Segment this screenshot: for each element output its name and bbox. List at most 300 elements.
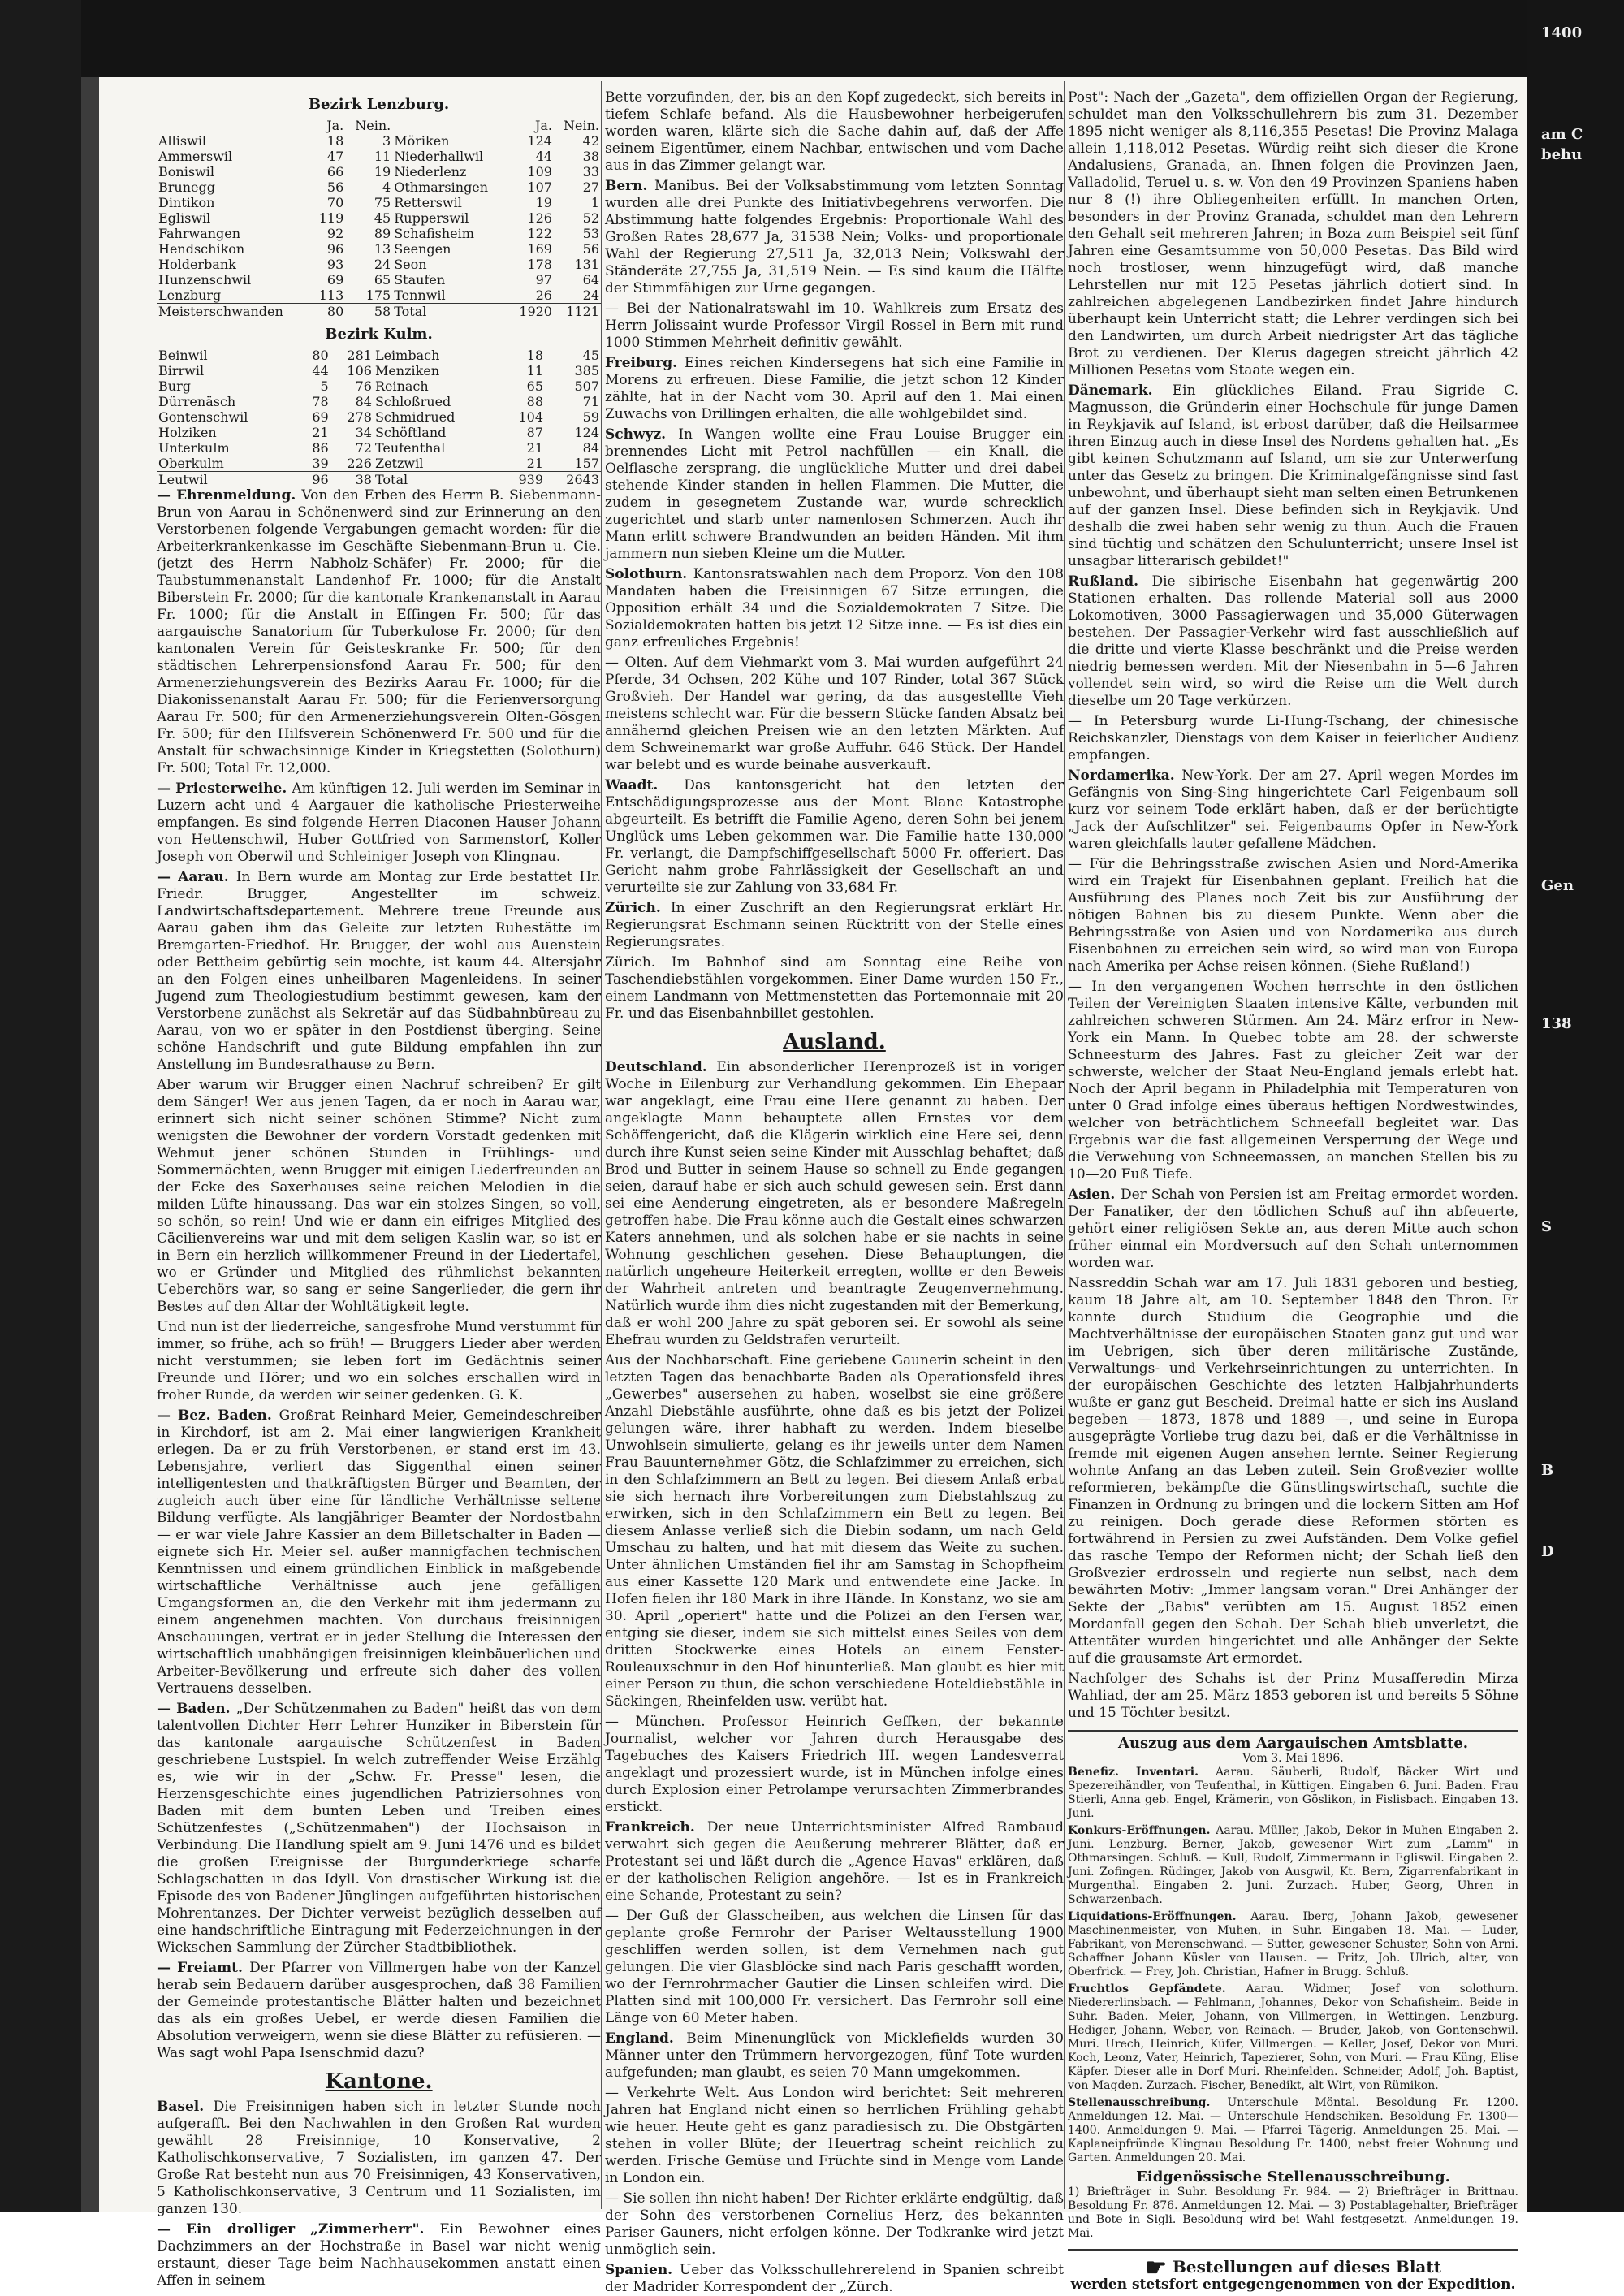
article-lead: Bern. [605, 178, 654, 194]
vote-count: 939 [502, 472, 545, 488]
news-article [157, 780, 601, 866]
vote-count: 97 [535, 272, 552, 288]
municipality-name: Egliswil [158, 210, 211, 226]
municipality-name: Hendschikon [158, 241, 245, 257]
vote-count: 13 [374, 241, 391, 257]
article-lead: — Ehrenmeldung. [157, 487, 302, 504]
vote-row [157, 149, 601, 164]
vote-count: 157 [574, 456, 599, 471]
vote-count: 131 [574, 257, 599, 272]
vote-count: 226 [347, 456, 372, 471]
article-text: Aus der Nachbarschaft. Eine geriebene Gaunerin scheint in den letzten Tagen das benachbarte Baden als Operationsfeld ihres „Gewerbes" ausersehen zu haben, woselbst sie eine größere Anzahl Diebstähle ausführte, ohne daß es bis jetzt der Polizei gelungen wäre, ihrer habhaft zu werden. Indem bieselbe Unwohlsein simulierte, gelang es ihr jeweils unter dem Namen Frau Bauunternehmer Götz, die Schlafzimmer zu erreichen, sich in den Schlafzimmern an Bett zu legen. Bei diesem Anlaß erbat sie sich hernach ihre Vorbereitungen zum Diebstahlszug zu erwirken, sich in den Schlafzimmern ein Bett zu legen. Bei diesem Anlasse verließ sich die Diebin sodann, um nach Geld Umschau zu halten, und hat mit diesem das Weite zu suchen. Unter ähnlichen Umständen fiel ihr am Samstag in Schopfheim aus einer Kassette 120 Mark und entwendete eine Jacke. In Hofen fielen ihr 180 Mark in ihre Hände. In Konstanz, wo sie am 30. April „operiert" hatte und die Polizei an den Fersen war, entging sie dieser, indem sie sich mittelst eines Seiles von dem dritten Stockwerke eines Hotels an einem Fenster-Rouleauxschnur in den Hof hinunterließ. Man glaubt es hier mit einer Person zu thun, die schon verschiedene Hoteldiebstähle in Säckingen, Rheinfelden usw. verübt hat. [605, 1352, 1064, 1710]
municipality-name: Lenzburg [158, 288, 222, 303]
article-text: — Der Guß der Glasscheiben, aus welchen die Linsen für das geplante große Fernrohr der Pariser Weltausstellung 1900 geschliffen werden sollen, ist dem Vernehmen nach gut gelungen. Die vier Glasblöcke sind nach Paris geschafft worden, wo der Fernrohrmacher Gautier die Linsen schleifen wird. Die Platten sind mit 100,000 Fr. versichert. Das Fernrohr soll eine Länge von 60 Meter haben. [605, 1908, 1064, 2026]
vote-count: 44 [535, 149, 552, 164]
vote-count: 24 [374, 257, 391, 272]
vote-count: 78 [312, 394, 329, 409]
column-header: Ja. [534, 118, 552, 133]
vote-row [157, 472, 601, 488]
vote-count: 45 [582, 348, 599, 363]
vote-count: 39 [312, 456, 329, 471]
article-text: „Der Schützenmahen zu Baden" heißt das von dem talentvollen Dichter Herr Lehrer Hunziker in Biberstein für das kantonale aargauische Schützenfest in Baden geschriebene Lustspiel. In welch zutreffender Weise Erzählg es, wie wir in der „Schw. Fr. Presse" lesen, die Herzensgeschichte eines jugendlichen Patriziersohnes von Baden mit dem bunten Leben und Treiben eines Schützenfestes („Schützenmahen") der Hochsaison in Verbindung. Die Handlung spielt am 9. Juni 1476 und es bildet die großen Ereignisse der Burgunderkriege scharfe Schlagschatten in das Idyll. Von drastischer Wirkung ist die Episode des von Badener Jünglingen aufgeführten historischen Mohrentanzes. Der Dichter verweist bezüglich desselben auf eine handschriftliche Eintragung mit Federzeichnungen in der Wickschen Sammlung der Zürcher Stadtbibliothek. [157, 1701, 602, 1956]
adjacent-page-fragment: 1400 [1541, 24, 1583, 41]
article-text: Aarau. Müller, Jakob, Dekor in Muhen Eingaben 2. Juni. Lenzburg. Berner, Jakob, gewesener Wirt zum „Lamm" in Othmarsingen. Schluß. — Kull, Rudolf, Zimmermann in Egliswil. Eingaben 2. Juni. Zofingen. Rüdinger, Jakob von Ausgwil, Kt. Bern, Zigarrenfabrikant in Murgenthal. Eingaben 2. Juni. Zurzach. Huber, Georg, Uhren in Schwarzenbach. [1068, 1824, 1518, 1906]
vote-row [157, 304, 601, 320]
vote-count: 19 [535, 195, 552, 210]
news-article [1068, 1275, 1518, 1667]
kantone-articles [157, 2099, 601, 2290]
news-article [605, 301, 1064, 352]
vote-table-kulm [157, 348, 601, 487]
article-text: Der neue Unterrichtsminister Alfred Rambaud verwahrt sich gegen die Aeußerung mehrerer Blätter, daß er Protestant sei und läßt durch die „Agence Havas" erklären, daß er der katholischen Religion angehöre. — Ist es in Frankreich eine Schande, Protestant zu sein? [605, 1819, 1064, 1904]
news-article [157, 1960, 601, 2062]
article-text: Kantonsratswahlen nach dem Proporz. Von den 108 Mandaten haben die Freisinnigen 67 Sitze errungen, die Opposition erhält 34 und die Sozialdemokraten 7 Sitze. Die Sozialdemokraten hatten bis jetzt 12 Sitze inne. — Es ist dies ein ganz erfreuliches Ergebnis! [605, 566, 1065, 651]
news-article [1068, 1187, 1518, 1272]
article-text: — Sie sollen ihn nicht haben! Der Richter erklärte endgültig, daß der Sohn des verstorbenen Cornelius Herz, des bekannten Pariser Gauners, nicht erfolgen könne. Der Todkranke wird jetzt unmöglich sein. [605, 2190, 1064, 2258]
vote-count: 109 [527, 164, 552, 179]
vote-count: 84 [355, 394, 372, 409]
news-article [605, 1352, 1064, 1710]
municipality-name: Dintikon [158, 195, 215, 210]
vote-count: 4 [382, 179, 391, 195]
news-article [157, 1407, 601, 1697]
municipality-name: Beinwil [158, 348, 208, 363]
article-text: Ein absonderlicher Herenprozeß ist in voriger Woche in Eilenburg zur Verhandlung gekommen. Ein Ehepaar war angeklagt, eine Frau eine Here genannt zu haben. Der angeklagte Mann behauptete allen Ernstes vor dem Schöffengericht, daß die Klägerin wirklich eine Here sei, denn durch ihre Kunst seien seine Kinder mit Ausschlag behaftet; daß Brod und Butter in seinem Hause so schnell zu Ende gegangen seien, darauf habe er sich auch schuld gewesen sein. Erst dann sei eine Aenderung eingetreten, als er besondere Maßregeln getroffen habe. Die Frau könne auch die Gestalt eines schwarzen Katers annehmen, und als solchen habe er sie nachts in seine Wohnung geschlichen gesehen. Diese Behauptungen, die natürlich ungeheure Heiterkeit erregten, wollte er den Beweis der Wahrheit antreten und beantragte Zeugenvernehmung. Natürlich wurde ihm dies nicht zugestanden mit der Bemerkung, daß er wohl 200 Jahre zu spät geboren sei. Er sowohl als seine Ehefrau wurden zu Geldstrafen verurteilt. [605, 1059, 1065, 1348]
news-article [605, 2190, 1064, 2259]
article-lead: Freiburg. [605, 355, 685, 371]
column-1-articles [157, 487, 601, 2062]
news-article [605, 89, 1064, 175]
amtsblatt-entry [1068, 1824, 1518, 1907]
article-text: New-York. Der am 27. April wegen Mordes im Gefängnis von Sing-Sing hingerichtete Carl Feigenbaum soll kurz vor seinem Tode erklärt haben, daß er der berüchtigte „Jack der Aufschlitzer" sei. Feigenbaums Opfer in New-York waren gleichfalls lauter gefallene Mädchen. [1068, 767, 1518, 852]
vote-count: 1121 [554, 304, 601, 320]
municipality-name: Menziken [374, 363, 440, 378]
news-article [157, 1319, 601, 1404]
amtsblatt-entries [1068, 1766, 1518, 2165]
vote-count: 53 [582, 226, 599, 241]
municipality-name: Tennwil [394, 288, 446, 303]
news-article [157, 1077, 601, 1316]
vote-count: 88 [526, 394, 544, 409]
article-text: In Wangen wollte eine Frau Louise Brugger ein brennendes Licht mit Petrol nachfüllen — ein Knall, die Oelflasche zersprang, die unglückliche Mutter und drei dabei stehende Kinder standen in hellen Flammen. Die Mutter, die zudem in gesegnetem Zustande war, wurde schrecklich zugerichtet und starb unter namenlosen Schmerzen. Auch ihr Mann erlitt schwere Brandwunden an beiden Händen. Mit ihm jammern nun sieben Kleine um die Mutter. [605, 426, 1064, 562]
pointing-hand-icon: ☛ [1145, 2254, 1168, 2282]
municipality-name: Holziken [158, 425, 217, 440]
vote-count: 42 [582, 133, 599, 149]
vote-count: 38 [330, 472, 374, 488]
vote-row [157, 257, 601, 272]
vote-row [157, 348, 601, 363]
news-article [1068, 1671, 1518, 1722]
amtsblatt-entry [1068, 2096, 1518, 2165]
article-lead: Stellenausschreibung. [1068, 2096, 1228, 2109]
article-lead: Fruchtlos Gepfändete. [1068, 1983, 1246, 1995]
vote-row [157, 409, 601, 425]
article-text: — Olten. Auf dem Viehmarkt vom 3. Mai wurden aufgeführt 24 Pferde, 34 Ochsen, 202 Kühe und 107 Rinder, total 367 Stück Großvieh. Der Handel war gering, da das ausgestellte Vieh meistens schlecht war. Für die bessern Stücke fanden Absatz bei annähernd gleichen Preisen wie an den letzten Märkten. Auf dem Schweinemarkt war große Auffuhr. 646 Stück. Der Handel war belebt und es wurde beinahe ausverkauft. [605, 655, 1064, 773]
article-text: Die Freisinnigen haben sich in letzter Stunde noch aufgerafft. Bei den Nachwahlen in den Großen Rat wurden gewählt 28 Freisinnige, 10 Konservative, 2 Katholischkonservative, 7 Sozialisten, im ganzen 47. Der Große Rat besteht nun aus 70 Freisinnigen, 43 Konservativen, 5 Katholischkonservative, 3 Centrum und 11 Sozialisten, im ganzen 130. [157, 2099, 601, 2217]
article-lead: Basel. [157, 2099, 214, 2115]
article-lead: Deutschland. [605, 1059, 717, 1075]
municipality-name: Dürrenäsch [158, 394, 236, 409]
article-text: Die sibirische Eisenbahn hat gegenwärtig 200 Stationen erhalten. Das rollende Material soll aus 2000 Lokomotiven, 3000 Passagierwagen und 35,000 Güterwagen bestehen. Der Passagier-Verkehr wird fast ausschließlich auf die dritte und vierte Klasse beschränkt und die Preise werden niedrig bemessen werden. Mit der Niesenbahn in 5—6 Jahren vollendet sein wird, so wird die Reise um die Welt durch dieselbe um 20 Tage verkürzen. [1068, 573, 1518, 709]
vote-row [157, 241, 601, 257]
municipality-name: Seengen [394, 241, 451, 257]
municipality-name: Alliswil [158, 133, 207, 149]
municipality-name: Birrwil [158, 363, 205, 378]
article-text: Ein glückliches Eiland. Frau Sigride C. Magnusson, die Gründerin einer Hochschule für junge Damen in Reykjavik auf Island, ist erbost darüber, daß die Heilsarmee ihren Einzug auch in diese Insel des Nordens gehalten hat. „Es gibt keinen Schutzmann auf Island, um sie zur Unterwerfung unter das Gesetz zu bringen. Die Kriminalgefängnisse sind fast unbewohnt, und überhaupt sieht man selten einen Betrunkenen auf der ganzen Insel. Diese befinden sich in Reykjavik. Und deshalb die zwei haben sehr wenig zu thun. Auch die Frauen sind tüchtig und schätzen den Schulunterricht; unsere Insel ist unsagbar litterarisch gebildet!" [1068, 383, 1518, 569]
news-article [605, 178, 1064, 297]
column-3-articles [1068, 89, 1518, 1722]
article-text: Beim Minenunglück von Micklefields wurden 30 Männer unter den Trümmern hervorgezogen, fünf Tote wurden aufgefunden; man glaubt, es seien 70 Mann umgekommen. [605, 2030, 1065, 2081]
vote-count: 96 [300, 472, 330, 488]
vote-count: 124 [574, 425, 599, 440]
news-article [605, 1059, 1064, 1349]
vote-count: 113 [318, 288, 344, 303]
vote-count: 92 [326, 226, 344, 241]
municipality-name: Schloßrued [374, 394, 451, 409]
article-lead: England. [605, 2030, 687, 2047]
article-lead: — Bez. Baden. [157, 1407, 279, 1424]
article-lead: Rußland. [1068, 573, 1152, 590]
municipality-name: Niederlenz [394, 164, 467, 179]
adjacent-page-fragment: behu [1541, 146, 1583, 163]
vote-row [157, 133, 601, 149]
article-text: Aarau. Iberg, Johann Jakob, gewesener Maschinenmeister, von Muhen, in Suhr. Eingaben 18. Mai. — Luder, Fabrikant, von Merenschwand. — Sutter, gewesener Schuster, Sohn von Arni. Schaffner Johann Küsler von Hausen. — Fritz, Joh. Ulrich, alter, von Oberfrick. — Frey, Joh. Christian, Hafner in Brugg. Schluß. [1068, 1910, 1518, 1978]
municipality-name: Leimbach [374, 348, 440, 363]
eidg-title: Eidgenössische Stellenausschreibung. [1136, 2168, 1450, 2186]
adjacent-page-fragment: S [1541, 1218, 1552, 1235]
news-article [1068, 713, 1518, 764]
vote-row [157, 378, 601, 394]
vote-table-lenzburg [157, 118, 601, 319]
adjacent-page-fragment: Gen [1541, 877, 1574, 894]
municipality-name: Reinach [374, 378, 429, 394]
vote-count: 122 [527, 226, 552, 241]
vote-count: 64 [582, 272, 599, 288]
municipality-name: Gontenschwil [158, 409, 248, 425]
vote-count: 2643 [545, 472, 601, 488]
column-rule-1 [601, 81, 602, 2209]
adjacent-page-fragment: 138 [1541, 1015, 1572, 1032]
article-text: In einer Zuschrift an den Regierungsrat erklärt Hr. Regierungsrat Eschmann seinen Rücktritt von der Stelle eines Regierungsrates. [605, 900, 1065, 950]
column-2-articles [605, 89, 1064, 1023]
column-header: Ja. [326, 118, 344, 133]
article-lead: — Ein drolliger „Zimmerherr". [157, 2221, 440, 2238]
vote-count: 11 [374, 149, 391, 164]
municipality-name: Meisterschwanden [157, 304, 312, 320]
municipality-name: Teufenthal [374, 440, 446, 456]
article-text: Post": Nach der „Gazeta", dem offiziellen Organ der Regierung, schuldet man den Volksschullehrern bis zum 31. Dezember 1895 nicht weniger als 8,116,355 Pesetas! Die Provinz Malaga allein 1,118,012 Pesetas. Würdig reiht sich dieser die Krone Andalusiens, Granada, an. Ihnen folgen die Provinzen Jaen, Valladolid, Teruel u. s. w. Von den 49 Provinzen Spaniens haben nur 8 (!) ihre Obliegenheiten erfüllt. In manchen Orten, besonders in der Provinz Granada, schuldet man den Lehrern den Gehalt seit mehreren Jahren; in Boza zum Beispiel seit fünf Jahren eine Gesamtsumme von 50,000 Pesetas. Das Bild wird noch trostloser, wenn hinzugefügt wird, daß manche Lehrstellen nur mit 125 Pesetas jährlich dotiert sind. In zahlreichen abgelegenen Landbezirken findet Jahre hindurch überhaupt kein Unterricht statt; die Lehrer verdingen sich bei den Landwirten, um durch Arbeit niedrigster Art das tägliche Brot zu verdienen. Der Klerus dagegen streicht jährlich 42 Millionen Pesetas vom Staate wegen ein. [1068, 89, 1518, 378]
news-article [605, 900, 1064, 951]
vote-count: 96 [326, 241, 344, 257]
municipality-name: Boniswil [158, 164, 214, 179]
article-text: Aarau. Säuberli, Rudolf, Bäcker Wirt und Spezereihändler, von Teufenthal, in Küttigen. Eingaben 6. Juni. Baden. Frau Stierli, Anna geb. Engel, Krämerin, von Göslikon, in Fislisbach. Eingaben 13. Juni. [1068, 1766, 1518, 1820]
article-lead: Schwyz. [605, 426, 679, 443]
news-article [605, 954, 1064, 1023]
vote-count: 44 [312, 363, 329, 378]
municipality-name: Total [392, 304, 510, 320]
column-1 [157, 89, 602, 2289]
amtsblatt-box [1068, 1730, 1518, 2251]
news-article [605, 655, 1064, 774]
vote-row [157, 164, 601, 179]
subscription-notice [1068, 2254, 1518, 2282]
news-article [605, 1819, 1064, 1905]
vote-row [157, 394, 601, 409]
article-lead: Frankreich. [605, 1819, 707, 1836]
municipality-name: Total [374, 472, 502, 488]
article-lead: Waadt. [605, 777, 685, 793]
vote-row [157, 456, 601, 472]
municipality-name: Oberkulm [158, 456, 224, 471]
article-lead: Spanien. [605, 2262, 680, 2278]
article-text: In Bern wurde am Montag zur Erde bestattet Hr. Friedr. Brugger, Angestellter im schweiz. Landwirtschaftsdepartement. Mehrere treue Freunde aus Aarau gaben ihm das Geleite zur letzten Ruhestätte im Bremgarten-Friedhof. Hr. Brugger, der wohl aus Auenstein oder Bettheim gebürtig sein mochte, ist kaum 44. Altersjahr an den Folgen eines unheilbaren Magenleidens. In seiner Jugend zum Theologiestudium bestimmt gewesen, kam der Verstorbene zunächst als Sekretär auf das Südbahnbüreau zu Aarau, von wo er später in den Postdienst überging. Seine schöne Handschrift und gute Bildung empfahlen ihn zur Anstellung im Bundesrathause zu Bern. [157, 869, 601, 1073]
municipality-name: Ammerswil [158, 149, 233, 164]
municipality-name: Fahrwangen [158, 226, 241, 241]
column-header [157, 118, 312, 133]
article-text: Der Schah von Persien ist am Freitag ermordet worden. Der Fanatiker, der den tödlichen Schuß auf ihn abfeuerte, gehört einer religiösen Sekte an, aus deren Mitte auch schon früher einmal ein Mordversuch auf den Schah unternommen worden war. [1068, 1187, 1519, 1271]
article-text: Zürich. Im Bahnhof sind am Sonntag eine Reihe von Taschendiebstählen vorgekommen. Einer Dame wurden 150 Fr., einem Landmann von Mettmenstetten das Portemonnaie mit 20 Fr. und das Eisenbahnbillet gestohlen. [605, 954, 1064, 1022]
vote-row [157, 272, 601, 288]
vote-row [157, 226, 601, 241]
article-text: Manibus. Bei der Volksabstimmung vom letzten Sonntag wurden alle drei Punkte des Initiativbegehrens verworfen. Die Abstimmung hatte folgendes Ergebnis: Proportionale Wahl des Großen Rates 28,677 Ja, 31538 Nein; Volks- und proportionale Wahl der Regierung 27,511 Ja, 32,013 Nein; Volkswahl der Ständeräte 27,755 Ja, 31,519 Nein. — Es sind kaum die Hälfte der Stimmfähigen zur Urne gegangen. [605, 178, 1064, 296]
vote-count: 21 [526, 440, 544, 456]
vote-row [157, 195, 601, 210]
article-text: Ein Bewohner eines Dachzimmers an der Hochstraße in Basel war nicht wenig erstaunt, dieser Tage beim Nachhausekommen anstatt einen Affen in seinem [157, 2221, 601, 2289]
vote-count: 21 [312, 425, 329, 440]
news-article [605, 566, 1064, 651]
news-article [605, 1714, 1064, 1816]
article-text: Aber warum wir Brugger einen Nachruf schreiben? Er gilt dem Sänger! Wer aus jenen Tagen, da er noch in Aarau war, erinnert sich nicht seiner schönen Stimme? Nicht zum wenigsten die Bewohner der vordern Vorstadt gedenken mit Wehmut jener schönen Stunden in Frühlings- und Sommernächten, wenn Brugger mit einigen Liederfreunden an der Ecke des Saxerhauses seine reichen Melodien in die milden Lüfte hinaussang. Das war ein stolzes Singen, so voll, so schön, so rein! Und wie er dann ein eifriges Mitglied des Cäcilienvereins war und mit dem seligen Kaslin war, so ist er in Bern ein herzlich willkommener Freund in der Liedertafel, wo er Gründer und Mitglied des rühmlichst bekannten Ueberchörs war, so sang er seine Sangerlieder, die gern ihr Bestes auf den Altar der Wohltätigkeit legte. [157, 1077, 601, 1315]
vote-count: 104 [518, 409, 544, 425]
vote-count: 66 [326, 164, 344, 179]
vote-count: 1 [590, 195, 599, 210]
amtsblatt-entry [1068, 1983, 1518, 2093]
article-lead: Konkurs-Eröffnungen. [1068, 1824, 1216, 1837]
vote-row [157, 425, 601, 440]
vote-count: 52 [582, 210, 599, 226]
article-lead: — Freiamt. [157, 1960, 250, 1976]
vote-count: 107 [527, 179, 552, 195]
news-article [605, 1908, 1064, 2027]
article-text: Ueber das Volksschullehrerelend in Spanien schreibt der Madrider Korrespondent der „Zürch. [605, 2262, 1064, 2295]
article-text: — In Petersburg wurde Li-Hung-Tschang, der chinesische Reichskanzler, Dienstags von dem Kaiser in feierlicher Audienz empfangen. [1068, 713, 1518, 763]
vote-count: 26 [535, 288, 552, 303]
article-text: Am künftigen 12. Juli werden im Seminar in Luzern acht und 4 Aargauer die katholische Priesterweihe empfangen. Es sind folgende Herren Diaconen Hauser Johann von Hettenschwil, Huber Gottfried von Sarmenstorf, Koller Joseph von Oberwil und Schleiniger Joseph von Klingnau. [157, 780, 601, 865]
article-text: Aarau. Widmer, Josef von solothurn. Niedererlinsbach. — Fehlmann, Johannes, Dekor von Schafisheim. Beide in Suhr. Baden. Meier, Johann, von Villmergen, in Wettingen. Lenzburg. Hediger, Johann, Weber, von Reinach. — Bruder, Jakob, von Gontenschwil. Muri. Urech, Heinrich, Küfer, Villmergen. — Keller, Josef, Dekor von Muri. Koch, Leonz, Vater, Heinrich, Tapezierer, Sohn, von Muri. — Frau Küng, Elise Käpfer. Dieser alle in Dorf Muri. Rheinfelden. Schneider, Adolf, Joh. Baptist, von Magden. Zurzach. Fischer, Benedikt, alt Wirt, von Rümikon. [1068, 1983, 1518, 2092]
vote-count: 75 [374, 195, 391, 210]
vote-count: 38 [582, 149, 599, 164]
municipality-name: Schmidrued [374, 409, 456, 425]
article-lead: — Priesterweihe. [157, 780, 292, 797]
column-header [392, 118, 510, 133]
vote-count: 126 [527, 210, 552, 226]
article-text: Großrat Reinhard Meier, Gemeindeschreiber in Kirchdorf, ist am 2. Mai einer langwierigen Krankheit erlegen. Da er zu früh Verstorbenen, er stand erst im 43. Lebensjahre, verliert das Siggenthal einen seiner intelligentesten und thatkräftigsten Bürger und Beamten, der zugleich auch über eine für ländliche Verhältnisse seltene Bildung verfügte. Als langjähriger Beamter der Nordostbahn — er war viele Jahre Kassier an dem Billetschalter in Baden — eignete sich Hr. Meier sel. außer mannigfachen technischen Kenntnissen und einem gründlichen Einblick in maßgebende wirtschaftliche Verhältnisse auch jene gefälligen Umgangsformen an, die den Verkehr mit ihm jedermann zu einem angenehmen machten. Von durchaus freisinnigen Anschauungen, vertrat er in jeder Stellung die Interessen der wirtschaftlich unabhängigen freisinnigen kleinbäuerlichen und Arbeiter-Bevölkerung und erfreute sich daher des vollen Vertrauens desselben. [157, 1407, 601, 1697]
vote-count: 87 [526, 425, 544, 440]
article-lead: Liquidations-Eröffnungen. [1068, 1910, 1251, 1923]
section-title-ausland: Ausland. [783, 1030, 886, 1054]
municipality-name: Schöftland [374, 425, 447, 440]
article-text: Unterschule Möntal. Besoldung Fr. 1200. Anmeldungen 12. Mai. — Unterschule Hendschiken. Besoldung Fr. 1300—1400. Anmeldungen 9. Mai. — Pfarrei Tägerig. Anmeldungen 25. Mai. — Kaplaneipfründe Klingnau Besoldung Fr. 1400, nebst freier Wohnung und Garten. Anmeldungen 20. Mai. [1068, 2096, 1518, 2164]
vote-count: 1920 [510, 304, 554, 320]
vote-row [157, 440, 601, 456]
vote-count: 21 [526, 456, 544, 471]
vote-count: 281 [347, 348, 372, 363]
news-article [605, 355, 1064, 423]
vote-count: 84 [582, 440, 599, 456]
bezirk-kulm-title: Bezirk Kulm. [325, 326, 433, 343]
column-rule-2 [1064, 81, 1065, 2209]
news-article [1068, 979, 1518, 1183]
bezirk-lenzburg-title: Bezirk Lenzburg. [308, 96, 450, 113]
adjacent-page-fragment: B [1541, 1462, 1554, 1479]
vote-count: 72 [355, 440, 372, 456]
vote-count: 106 [347, 363, 372, 378]
vote-row [157, 210, 601, 226]
article-text: Und nun ist der liederreiche, sangesfrohe Mund verstummt für immer, so frühe, ach so früh! — Bruggers Lieder aber werden nicht verstummen; sie leben fort im Gedächtnis seiner Freunde und Hörer; und wo ein solches erschallen wird in froher Runde, da werden wir seiner gedenken. G. K. [157, 1319, 601, 1403]
article-text: — München. Professor Heinrich Geffken, der bekannte Journalist, welcher vor Jahren durch Herausgabe des Tagebuches des Kaisers Friedrich III. wegen Landesverrat angeklagt und prozessiert wurde, ist in München infolge eines durch Explosion einer Petrolampe verursachten Zimmerbrandes erstickt. [605, 1714, 1064, 1815]
vote-count: 169 [527, 241, 552, 257]
vote-count: 69 [326, 272, 344, 288]
municipality-name: Seon [394, 257, 427, 272]
article-lead: Dänemark. [1068, 383, 1173, 399]
vote-count: 33 [582, 164, 599, 179]
news-article [605, 426, 1064, 563]
municipality-name: Brunegg [158, 179, 215, 195]
news-article [157, 2099, 601, 2218]
amtsblatt-entry [1068, 1766, 1518, 1821]
vote-count: 89 [374, 226, 391, 241]
news-article [1068, 767, 1518, 853]
news-article [157, 869, 601, 1074]
article-lead: Asien. [1068, 1187, 1121, 1203]
article-lead: — Aarau. [157, 869, 236, 885]
municipality-name: Möriken [394, 133, 450, 149]
vote-table-header [157, 118, 601, 133]
vote-count: 507 [574, 378, 599, 394]
vote-count: 24 [582, 288, 599, 303]
municipality-name: Niederhallwil [394, 149, 484, 164]
municipality-name: Hunzenschwil [158, 272, 252, 288]
vote-count: 56 [326, 179, 344, 195]
adjacent-page-fragment: am C [1541, 126, 1583, 143]
vote-count: 69 [312, 409, 329, 425]
column-3 [1068, 89, 1519, 2293]
scan-border-left [0, 0, 81, 2212]
vote-row [157, 363, 601, 378]
vote-count: 11 [526, 363, 544, 378]
vote-count: 27 [582, 179, 599, 195]
municipality-name: Unterkulm [158, 440, 230, 456]
article-text: Eines reichen Kindersegens hat sich eine Familie in Morens zu erfreuen. Diese Familie, die jetzt schon 12 Kinder zählte, hat in der Nacht vom 30. April auf den 1. Mai einen Zuwachs von Drillingen erhalten, die alle wohlgebildet sind. [605, 355, 1064, 422]
vote-count: 65 [374, 272, 391, 288]
scan-border-top [81, 0, 1543, 77]
vote-count: 5 [320, 378, 329, 394]
vote-count: 80 [312, 304, 346, 320]
vote-count: 385 [574, 363, 599, 378]
article-text: Von den Erben des Herrn B. Siebenmann-Brun von Aarau in Schönenwerd sind zur Erinnerung an den Verstorbenen folgende Vergabungen gemacht worden: für die Arbeiterkrankenkasse im Geschäfte Siebenmann-Brun u. Cie. (jetzt des Herrn Nabholz-Schäfer) Fr. 2000; für die Taubstummenanstalt Landenhof Fr. 1000; für die Anstalt Biberstein Fr. 2000; für die kantonale Krankenanstalt in Aarau Fr. 1000; für die Anstalt in Effingen Fr. 500; für das aargauische Sanatorium für Tuberkulose Fr. 2000; für den kantonalen Verein für Geisteskranke Fr. 500; für den städtischen Lehrerpensionsfond Aarau Fr. 500; für den Armenerziehungsverein des Bezirks Aarau Fr. 1000; für die Diakonissenanstalt Aarau Fr. 500; für die Ferienversorgung Aarau Fr. 500; für den Armenerziehungsverein Olten-Gösgen Fr. 500; für den Hilfsverein Schönenwerd Fr. 500 und für die Anstalt für schwachsinnige Kinder in Kriegstetten (Solothurn) Fr. 500; Total Fr. 12,000. [157, 487, 601, 776]
vote-count: 93 [326, 257, 344, 272]
vote-count: 3 [382, 133, 391, 149]
municipality-name: Zetzwil [374, 456, 424, 471]
vote-count: 175 [365, 288, 391, 303]
municipality-name: Othmarsingen [394, 179, 489, 195]
article-lead: Zürich. [605, 900, 671, 916]
vote-row [157, 288, 601, 304]
news-article [1068, 573, 1518, 710]
article-text: — Verkehrte Welt. Aus London wird berichtet: Seit mehreren Jahren hat England nicht einen so herrlichen Frühling gehabt wie heuer. Heute geht es ganz paradiesisch zu. Die Obstgärten stehen in voller Blüte; der Heuertrag scheint reichlich zu werden. Frische Gemüse und Früchte sind in Menge vom Lande in London ein. [605, 2085, 1064, 2186]
municipality-name: Leutwil [157, 472, 300, 488]
news-article [1068, 89, 1518, 379]
vote-count: 45 [374, 210, 391, 226]
news-article [157, 2221, 601, 2290]
eidg-text: 1) Briefträger in Suhr. Besoldung Fr. 984. — 2) Briefträger in Brittnau. Besoldung Fr. 876. Anmeldungen 12. Mai. — 3) Postablagehalter, Briefträger und Bote in Sigli. Besoldung wird bei Wahl festgesetzt. Anmeldungen 19. Mai. [1068, 2186, 1518, 2240]
vote-count: 58 [345, 304, 392, 320]
article-text: Nassreddin Schah war am 17. Juli 1831 geboren und bestieg, kaum 18 Jahre alt, am 10. September 1848 den Thron. Er kannte durch Studium die Geographie und die Machtverhältnisse der europäischen Staaten ganz gut und war im Uebrigen, sich über deren militärische Zustände, Verwaltungs- und Verkehrseinrichtungen zu unterrichten. In der europäischen Geschichte des letzten Halbjahrhunderts wußte er ganz gut Bescheid. Dreimal hatte er sich ins Ausland begeben — 1873, 1878 und 1889 —, und seine in Europa ausgeprägte Vorliebe trug dazu bei, daß er die Verhältnisse in fremde mit eigenen Augen ansehen lernte. Seiner Regierung wohnte Anfang an das Leben zuteil. Sein Großvezier wollte reformieren, bekämpfte die Günstlingswirtschaft, suchte die Finanzen in Ordnung zu bringen und die lockern Sitten am Hof zu reinigen. Doch gerade diese Reformen störten es fortwährend in Persien zu zwei Aufständen. Dem Volke gefiel das rasche Tempo der Reformen nicht; der Schah ließ den Großvezier erdrosseln und regierte nun selbst, nach dem bewährten Motiv: „Immer langsam voran." Drei Anhänger der Sekte der „Babis" verübten am 15. August 1852 einen Mordanfall gegen den Schah. Der Schah blieb unverletzt, die Attentäter wurden hingerichtet und alle Anhänger der Sekte auf die grausamste Art ermordet. [1068, 1275, 1518, 1667]
news-article [605, 777, 1064, 897]
article-text: — Für die Behringsstraße zwischen Asien und Nord-Amerika wird ein Trajekt für Eisenbahnen geplant. Freilich hat die Ausführung des Planes noch Zeit bis zur Ausführung der nötigen Bahnen bis zu diesem Punkte. Wenn aber die Behringsstraße von Asien und von Nordamerika aus durch Eisenbahnen zu erreichen sein wird, so wird man von Europa nach Amerika per Achse reisen können. (Siehe Rußland!) [1068, 856, 1518, 975]
vote-count: 76 [355, 378, 372, 394]
vote-count: 278 [347, 409, 372, 425]
municipality-name: Retterswil [394, 195, 462, 210]
municipality-name: Holderbank [158, 257, 236, 272]
vote-count: 178 [527, 257, 552, 272]
column-header: Nein. [355, 118, 391, 133]
article-text: Nachfolger des Schahs ist der Prinz Musafferedin Mirza Wahliad, der am 25. März 1853 geboren ist und bereits 5 Söhne und 15 Töchter besitzt. [1068, 1671, 1518, 1721]
subscription-line-1: Bestellungen auf dieses Blatt [1173, 2257, 1441, 2277]
vote-count: 56 [582, 241, 599, 257]
amtsblatt-date: Vom 3. Mai 1896. [1242, 1752, 1344, 1765]
news-article [157, 1701, 601, 1957]
news-article [605, 2030, 1064, 2082]
article-text: Bette vorzufinden, der, bis an den Kopf zugedeckt, sich bereits in tiefem Schlafe befand. Als die Hausbewohner herbeigerufen worden waren, klärte sich die Sache dahin auf, daß der Affe seinem Eigentümer, einem Nachbar, entwischen und vom Dache aus in das Zimmer gelangt war. [605, 89, 1064, 174]
vote-count: 18 [326, 133, 344, 149]
article-lead: — Baden. [157, 1701, 236, 1717]
vote-count: 124 [527, 133, 552, 149]
vote-count: 86 [312, 440, 329, 456]
vote-count: 70 [326, 195, 344, 210]
section-title-kantone: Kantone. [325, 2069, 433, 2094]
vote-count: 65 [526, 378, 544, 394]
scan-binding-shadow [81, 0, 99, 2212]
vote-count: 18 [526, 348, 544, 363]
amtsblatt-title: Auszug aus dem Aargauischen Amtsblatte. [1117, 1735, 1468, 1752]
vote-count: 80 [312, 348, 329, 363]
subscription-line-2: werden stetsfort entgegengenommen von der Expedition. [1070, 2277, 1516, 2293]
article-lead: Nordamerika. [1068, 767, 1182, 784]
article-lead: Solothurn. [605, 566, 693, 582]
municipality-name: Schafisheim [394, 226, 474, 241]
article-text: Das kantonsgericht hat den letzten der Entschädigungsprozesse aus der Mont Blanc Katastrophe abgeurteilt. Es betrifft die Familie Ageno, deren Sohn bei jenem Unglück ums Leben gekommen war. Die Familie hatte 130,000 Fr. verlangt, die Dampfschiffgesellschaft 5000 Fr. offeriert. Das Gericht nahm grobe Fahrlässigkeit der Gesellschaft an und verurteilte sie zur Zahlung von 33,684 Fr. [605, 777, 1064, 896]
ausland-articles [605, 1059, 1064, 2296]
amtsblatt-entry [1068, 1910, 1518, 1979]
vote-count: 71 [582, 394, 599, 409]
column-header: Nein. [564, 118, 599, 133]
municipality-name: Burg [158, 378, 191, 394]
municipality-name: Staufen [394, 272, 446, 288]
article-text: Der Pfarrer von Villmergen habe von der Kanzel herab sein Bedauern darüber ausgesprochen, daß 38 Familien der Gemeinde protestantische Blätter halten und bezeichnet das als ein großes Uebel, er werde diesen Familien die Absolution verweigern, wenn sie diese Blätter zu refüsieren. — Was sagt wohl Papa Isenschmid dazu? [157, 1960, 601, 2061]
article-lead: Benefiz. Inventari. [1068, 1766, 1216, 1779]
adjacent-page-strip [1535, 0, 1624, 2212]
vote-count: 34 [355, 425, 372, 440]
vote-row [157, 179, 601, 195]
article-text: — Bei der Nationalratswahl im 10. Wahlkreis zum Ersatz des Herrn Jolissaint wurde Professor Virgil Rossel in Bern mit rund 1000 Stimmen Mehrheit definitiv gewählt. [605, 301, 1064, 351]
adjacent-page-fragment: D [1541, 1543, 1554, 1560]
vote-count: 119 [318, 210, 344, 226]
vote-count: 47 [326, 149, 344, 164]
column-2 [605, 89, 1065, 2295]
news-article [157, 487, 601, 777]
vote-count: 19 [374, 164, 391, 179]
